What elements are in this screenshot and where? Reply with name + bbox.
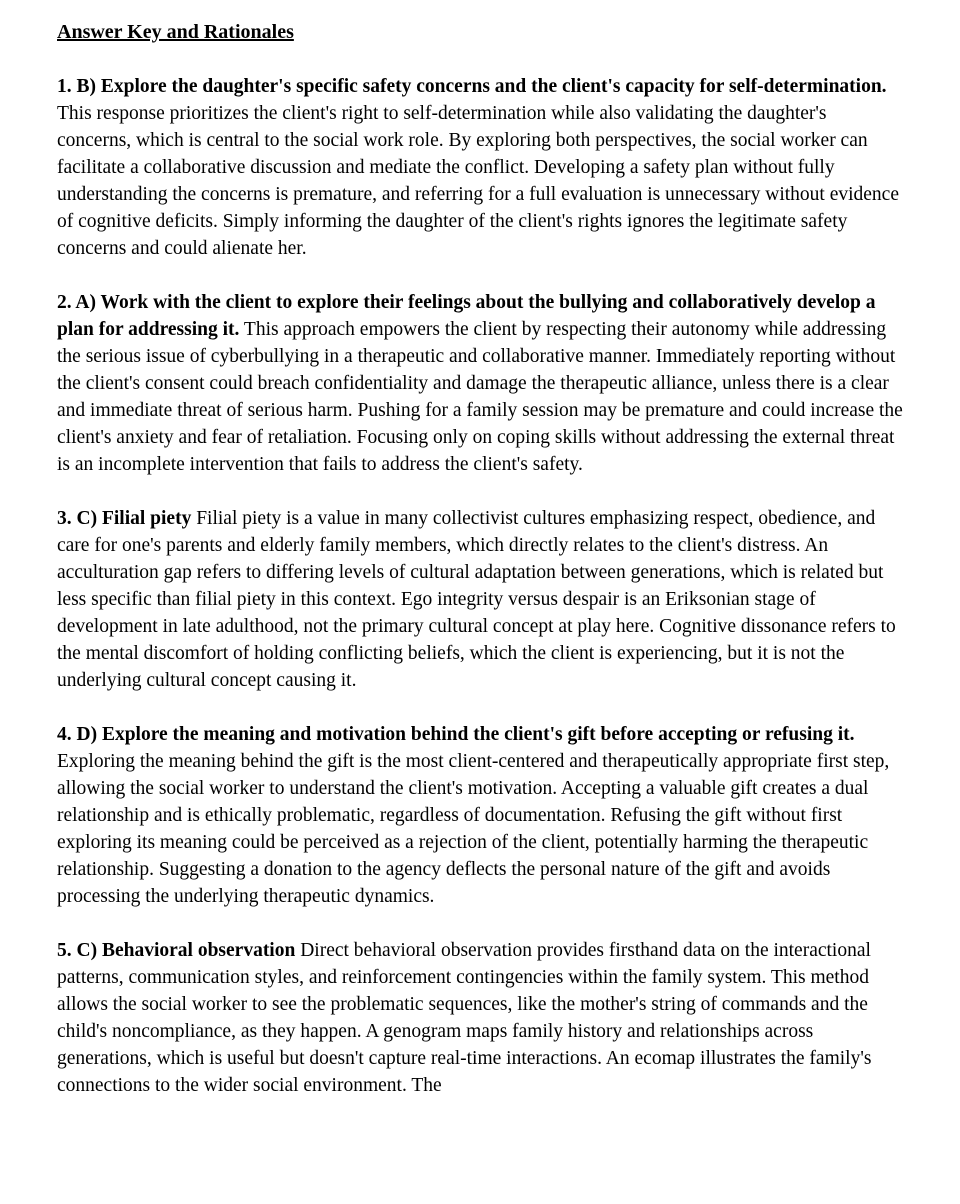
rationale-body-3: Filial piety is a value in many collectivist cultures emphasizing respect, obedience, and care for one's parents and elderly family members, which directly relates to the client's distress. An acculturation gap refers to differing levels of cultural adaptation between generations, which is related but less specific than filial piety in this context. Ego integrity versus despair is an Eriksonian stage of development in late adulthood, not the primary cultural concept at play here. Cognitive dissonance refers to the mental discomfort of holding conflicting beliefs, which the client is experiencing, but it is not the underlying cultural concept causing it.: [57, 508, 896, 691]
document-title: Answer Key and Rationales: [57, 21, 294, 43]
rationale-paragraph-5: [57, 937, 905, 1099]
rationale-body-5: Direct behavioral observation provides firsthand data on the interactional patterns, communication styles, and reinforcement contingencies within the family system. This method allows the social worker to see the problematic sequences, like the mother's string of commands and the child's noncompliance, as they happen. A genogram maps family history and relationships across generations, which is useful but doesn't capture real-time interactions. An ecomap illustrates the family's connections to the wider social environment. The: [57, 940, 872, 1096]
rationale-body-2: This approach empowers the client by respecting their autonomy while addressing the serious issue of cyberbullying in a therapeutic and collaborative manner. Immediately reporting without the client's consent could breach confidentiality and damage the therapeutic alliance, unless there is a clear and immediate threat of serious harm. Pushing for a family session may be premature and could increase the client's anxiety and fear of retaliation. Focusing only on coping skills without addressing the external threat is an incomplete intervention that fails to address the client's safety.: [57, 319, 903, 475]
rationale-lead-4: 4. D) Explore the meaning and motivation behind the client's gift before accepting or refusing it.: [57, 724, 855, 745]
rationale-lead-1: 1. B) Explore the daughter's specific safety concerns and the client's capacity for self-determination.: [57, 76, 887, 97]
rationale-lead-3: 3. C) Filial piety: [57, 508, 192, 529]
rationale-paragraph-4: [57, 721, 905, 910]
rationale-lead-5: 5. C) Behavioral observation: [57, 940, 296, 961]
rationale-body-1: This response prioritizes the client's right to self-determination while also validating the daughter's concerns, which is central to the social work role. By exploring both perspectives, the social worker can facilitate a collaborative discussion and mediate the conflict. Developing a safety plan without fully understanding the concerns is premature, and referring for a full evaluation is unnecessary without evidence of cognitive deficits. Simply informing the daughter of the client's rights ignores the legitimate safety concerns and could alienate her.: [57, 103, 899, 259]
rationale-paragraph-2: [57, 289, 905, 478]
rationale-paragraph-3: [57, 505, 905, 694]
rationale-paragraph-1: [57, 73, 905, 262]
rationale-lead-2: 2. A) Work with the client to explore their feelings about the bullying and collaboratively develop a plan for addressing it.: [57, 292, 876, 340]
rationale-body-4: Exploring the meaning behind the gift is the most client-centered and therapeutically appropriate first step, allowing the social worker to understand the client's motivation. Accepting a valuable gift creates a dual relationship and is ethically problematic, regardless of documentation. Refusing the gift without first exploring its meaning could be perceived as a rejection of the client, potentially harming the therapeutic relationship. Suggesting a donation to the agency deflects the personal nature of the gift and avoids processing the underlying therapeutic dynamics.: [57, 751, 890, 907]
